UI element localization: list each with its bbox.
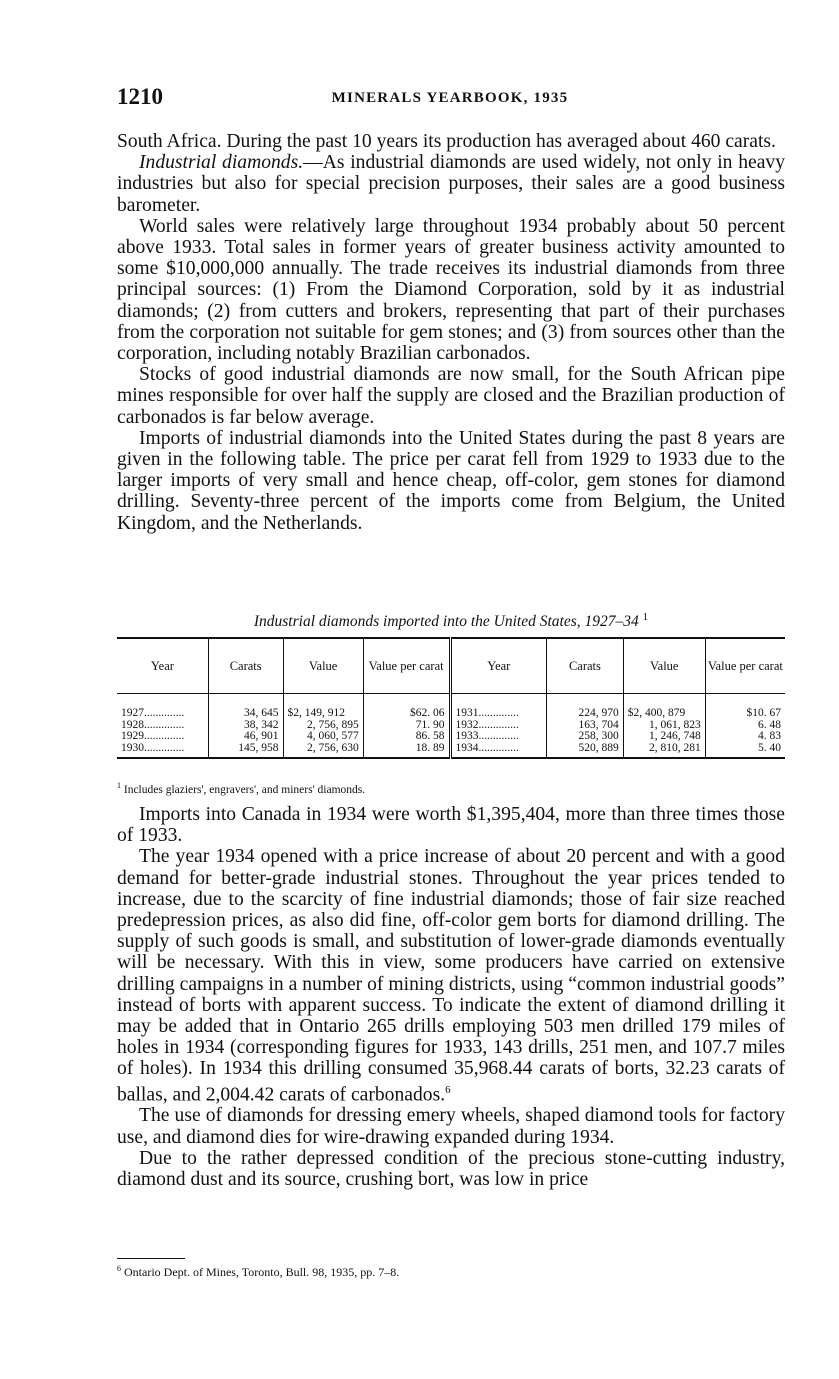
paragraph: Due to the rather depressed condition of the precious stone-cutting industry, diamond dust and its source, crushing bort, was low in price [117,1147,785,1190]
body-text-top [117,131,785,534]
footnote-ref: 1 [642,611,649,623]
value-per-carat-cell: 6. 48 [705,720,785,732]
year-cell: 1934.............. [450,743,547,759]
paragraph: Imports of industrial diamonds into the United States during the past 8 years are given in the following table. The price per carat fell from 1929 to 1933 due to the larger imports of very small and hence cheap, off-color, gem stones for diamond drilling. Seventy-three percent of the imports come from Belgium, the United Kingdom, and the Netherlands. [117,427,785,534]
value-per-carat-cell: 5. 40 [705,743,785,759]
paragraph [117,152,785,216]
value-per-carat-cell: 86. 58 [363,731,450,743]
year-cell: 1928.............. [121,718,185,731]
paragraph: World sales were relatively large throughout 1934 probably about 50 percent above 1933. Total sales in former years of greater business activity amounted to some $10,000,000 annually. The trade receives its industrial diamonds from three principal sources: (1) From the Diamond Corporation, sold by it as industrial diamonds; (2) from cutters and brokers, representing that part of their purchases from the corporation not suitable for gem stones; and (3) from sources other than the corporation, including notably Brazilian carbonados. [117,215,785,365]
value-per-carat-cell: 71. 90 [363,720,450,732]
paragraph-text: The year 1934 opened with a price increase of about 20 percent and with a good demand for better-grade industrial stones. Throughout the year prices tended to increase, due to the scarcity of fine industrial diamonds; those of fair size reached predepression prices, as also did fine, off-color gem borts for diamond drilling. The supply of such goods is small, and substitution of lower-grade diamonds eventually will be necessary. With this in view, some producers have carried on extensive drilling campaigns in a number of mining districts, using “common industrial goods” instead of borts with apparent success. To indicate the extent of diamond drilling it may be added that in Ontario 265 drills employing 503 men drilled 179 miles of holes in 1934 (corresponding figures for 1933, 143 drills, 251 men, and 107.7 miles of holes). In 1934 this drilling consumed 35,968.44 carats of borts, 32.23 carats of ballas, and 2,004.42 carats of carbonados. [117,846,785,1106]
value-cell: $2, 400, 879 [623,694,705,720]
year-cell: 1932.............. [450,720,547,732]
table-row [117,743,785,759]
value-cell: 1, 061, 823 [623,720,705,732]
value-cell: 1, 246, 748 [623,731,705,743]
column-header: Value [623,638,705,694]
year-cell: 1929.............. [121,730,185,742]
value-cell: 2, 810, 281 [623,743,705,759]
year-cell: 1927.............. [121,707,185,719]
paragraph: South Africa. During the past 10 years its production has averaged about 460 carats. [117,131,776,152]
carats-cell: 46, 901 [208,731,283,743]
page-footnote [117,1264,399,1280]
running-title: MINERALS YEARBOOK, 1935 [331,90,569,106]
paragraph: Imports into Canada in 1934 were worth $1,395,404, more than three times those of 1933. [117,804,785,847]
value-per-carat-cell: $10. 67 [705,694,785,720]
footnote-mark: 6 [117,1264,121,1273]
footnote-text: Ontario Dept. of Mines, Toronto, Bull. 98, 1935, pp. 7–8. [124,1265,400,1279]
carats-cell: 258, 300 [547,731,624,743]
value-cell: 4, 060, 577 [283,731,363,743]
column-header: Value per carat [705,638,785,694]
paragraph: The use of diamonds for dressing emery wheels, shaped diamond tools for factory use, and diamond dies for wire-drawing expanded during 1934. [117,1105,785,1148]
footnote-ref: 6 [445,1083,451,1096]
body-text-bottom [117,804,785,1190]
value-per-carat-cell: 18. 89 [363,743,450,759]
column-header: Year [117,638,208,694]
carats-cell: 38, 342 [208,720,283,732]
table-footnote [117,781,365,796]
carats-cell: 224, 970 [547,694,624,720]
footnote-mark: 1 [117,781,121,790]
section-heading: Industrial diamonds. [139,152,304,174]
column-header: Carats [547,638,624,694]
year-cell: 1933.............. [450,731,547,743]
table-row [117,694,785,720]
paragraph-text: —As industrial diamonds are used widely, not only in heavy industries but also for special precision purposes, their sales are a good business barometer. [117,152,785,216]
table-row [117,731,785,743]
carats-cell: 520, 889 [547,743,624,759]
value-per-carat-cell: 4. 83 [705,731,785,743]
paragraph: Stocks of good industrial diamonds are now small, for the South African pipe mines responsible for over half the supply are closed and the Brazilian production of carbonados is far below average. [117,364,785,428]
year-cell: 1931.............. [450,694,547,720]
table-header-row [117,638,785,694]
footnote-rule [117,1258,185,1259]
value-per-carat-cell: $62. 06 [363,694,450,720]
value-cell: 2, 756, 630 [283,743,363,759]
table-caption [117,611,785,631]
imports-table [117,637,785,759]
carats-cell: 34, 645 [208,694,283,720]
paragraph [117,846,785,1105]
footnote-text: Includes glaziers', engravers', and miners' diamonds. [123,783,366,796]
page-number: 1210 [117,84,163,109]
year-cell: 1930.............. [117,743,208,759]
value-cell: 2, 756, 895 [283,720,363,732]
table-caption-text: Industrial diamonds imported into the United States, 1927–34 [253,613,639,631]
column-header: Value per carat [363,638,450,694]
column-header: Value [283,638,363,694]
column-header: Year [450,638,547,694]
value-cell: $2, 149, 912 [283,694,363,720]
carats-cell: 145, 958 [208,743,283,759]
column-header: Carats [208,638,283,694]
carats-cell: 163, 704 [547,720,624,732]
